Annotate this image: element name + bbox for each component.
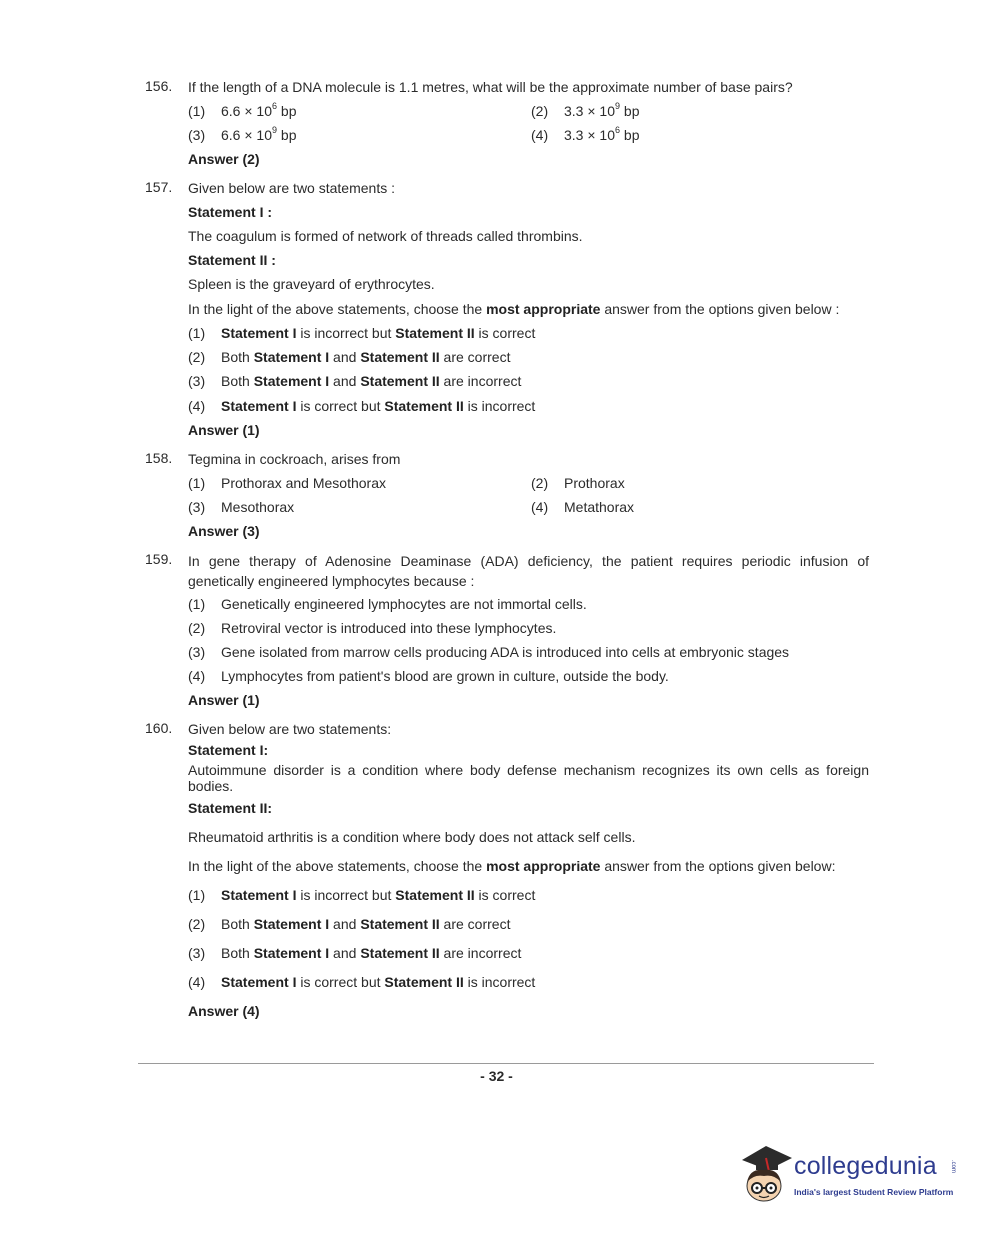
page-number: - 32 - xyxy=(480,1068,513,1084)
option-4: (4) $3.3 \times 10^6$ bp xyxy=(531,125,640,143)
option-1: (1) Prothorax and Mesothorax xyxy=(188,475,386,491)
option-4: (4) Statement I is correct but Statement II is incorrect xyxy=(188,974,536,990)
question-number: 160. xyxy=(145,720,173,736)
question-intro: Given below are two statements: xyxy=(188,721,392,737)
option-1: (1) Genetically engineered lymphocytes are not immortal cells. xyxy=(188,596,587,612)
footer-divider xyxy=(138,1063,874,1064)
option-3: (3) Mesothorax xyxy=(188,499,295,515)
question-number: 156. xyxy=(145,78,173,94)
statement-2-text: Spleen is the graveyard of erythrocytes. xyxy=(188,276,435,292)
question-160 xyxy=(145,720,869,1020)
question-number: 157. xyxy=(145,179,173,195)
question-156 xyxy=(145,78,869,168)
question-number: 158. xyxy=(145,450,173,466)
question-intro: Given below are two statements : xyxy=(188,180,395,196)
question-text: In gene therapy of Adenosine Deaminase (ADA) deficiency, the patient requires periodic infusion of genetically engineered lymphocytes because : xyxy=(188,553,869,589)
answer: Answer (4) xyxy=(188,1003,260,1019)
option-2: (2) Prothorax xyxy=(531,475,625,491)
question-number: 159. xyxy=(145,551,173,567)
option-3: (3) Both Statement I and Statement II are incorrect xyxy=(188,945,522,961)
option-2: (2) Both Statement I and Statement II are correct xyxy=(188,916,511,932)
answer: Answer (1) xyxy=(188,692,260,708)
question-158 xyxy=(145,450,869,540)
statement-2-text: Rheumatoid arthritis is a condition where body does not attack self cells. xyxy=(188,829,636,845)
answer: Answer (1) xyxy=(188,422,260,438)
option-4: (4) Statement I is correct but Statement II is incorrect xyxy=(188,398,536,414)
answer: Answer (2) xyxy=(188,151,260,167)
option-4: (4) Metathorax xyxy=(531,499,635,515)
statement-2-label: Statement II: xyxy=(188,800,273,816)
option-1: (1) $6.6 \times 10^6$ bp xyxy=(188,101,297,119)
mascot-icon xyxy=(736,1138,794,1208)
option-2: (2) Both Statement I and Statement II are correct xyxy=(188,349,511,365)
option-2: (2) $3.3 \times 10^9$ bp xyxy=(531,101,640,119)
choose-instruction: In the light of the above statements, choose the most appropriate answer from the options given below: xyxy=(188,858,836,874)
answer: Answer (3) xyxy=(188,523,260,539)
statement-1-label: Statement I : xyxy=(188,204,273,220)
option-3: (3) $6.6 \times 10^9$ bp xyxy=(188,125,297,143)
option-1: (1) Statement I is incorrect but Statement II is correct xyxy=(188,887,536,903)
question-text: Tegmina in cockroach, arises from xyxy=(188,451,401,467)
question-157 xyxy=(145,179,869,439)
brand-domain: .com xyxy=(950,1160,956,1174)
statement-2-label: Statement II : xyxy=(188,252,276,268)
brand-name: collegedunia xyxy=(794,1152,937,1180)
option-3: (3) Both Statement I and Statement II are incorrect xyxy=(188,373,522,389)
question-text: If the length of a DNA molecule is 1.1 metres, what will be the approximate number of base pairs? xyxy=(188,79,793,95)
option-3: (3) Gene isolated from marrow cells producing ADA is introduced into cells at embryonic stages xyxy=(188,644,790,660)
option-4: (4) Lymphocytes from patient's blood are grown in culture, outside the body. xyxy=(188,668,669,684)
brand-tagline: India's largest Student Review Platform xyxy=(794,1187,954,1197)
choose-instruction: In the light of the above statements, choose the most appropriate answer from the options given below : xyxy=(188,301,840,317)
statement-1-text: The coagulum is formed of network of threads called thrombins. xyxy=(188,228,583,244)
question-159 xyxy=(145,551,869,711)
option-1: (1) Statement I is incorrect but Statement II is correct xyxy=(188,325,536,341)
collegedunia-logo xyxy=(736,1138,966,1208)
statement-1-text: Autoimmune disorder is a condition where body defense mechanism recognizes its own cells as foreign bodies. xyxy=(188,762,869,794)
option-2: (2) Retroviral vector is introduced into these lymphocytes. xyxy=(188,620,557,636)
statement-1-label: Statement I: xyxy=(188,742,269,758)
